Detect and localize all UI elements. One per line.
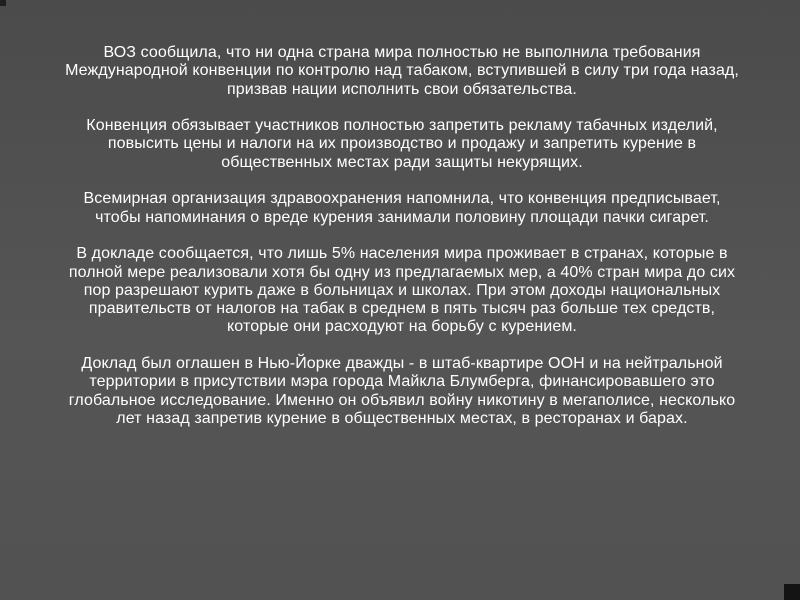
paragraph-2: Конвенция обязывает участников полностью запретить рекламу табачных изделий, повысить цены и налоги на их производство и продажу и запретить курение в общественных местах ради защиты некурящих. <box>86 117 718 171</box>
paragraph-1: ВОЗ сообщила, что ни одна страна мира полностью не выполнила требования Международной конвенции по контролю над табаком, вступившей в силу три года назад, призвав нации исполнить свои обязательства. <box>65 44 739 98</box>
corner-decoration <box>0 0 6 6</box>
paragraph-4: В докладе сообщается, что лишь 5% населения мира проживает в странах, которые в полной мере реализовали хотя бы одну из предлагаемых мер, а 40% стран мира до сих пор разрешают курить даже в больницах и школах. При этом доходы национальных правительств от налогов на табак в среднем в пять тысяч раз больше тех средств, которые они расходуют на борьбу с курением. <box>68 245 736 336</box>
corner-decoration <box>784 584 800 600</box>
paragraph-3: Всемирная организация здравоохранения напомнила, что конвенция предписывает, чтобы напоминания о вреде курения занимали половину площади пачки сигарет. <box>83 190 721 226</box>
paragraph-5: Доклад был оглашен в Нью-Йорке дважды - в штаб-квартире ООН и на нейтральной территории в присутствии мэра города Майкла Блумберга, финансировавшего это глобальное исследование. Именно он объявил войну никотину в мегаполисе, несколько лет назад запретив курение в общественных местах, в ресторанах и барах. <box>68 355 736 427</box>
slide-text-block <box>62 44 742 447</box>
